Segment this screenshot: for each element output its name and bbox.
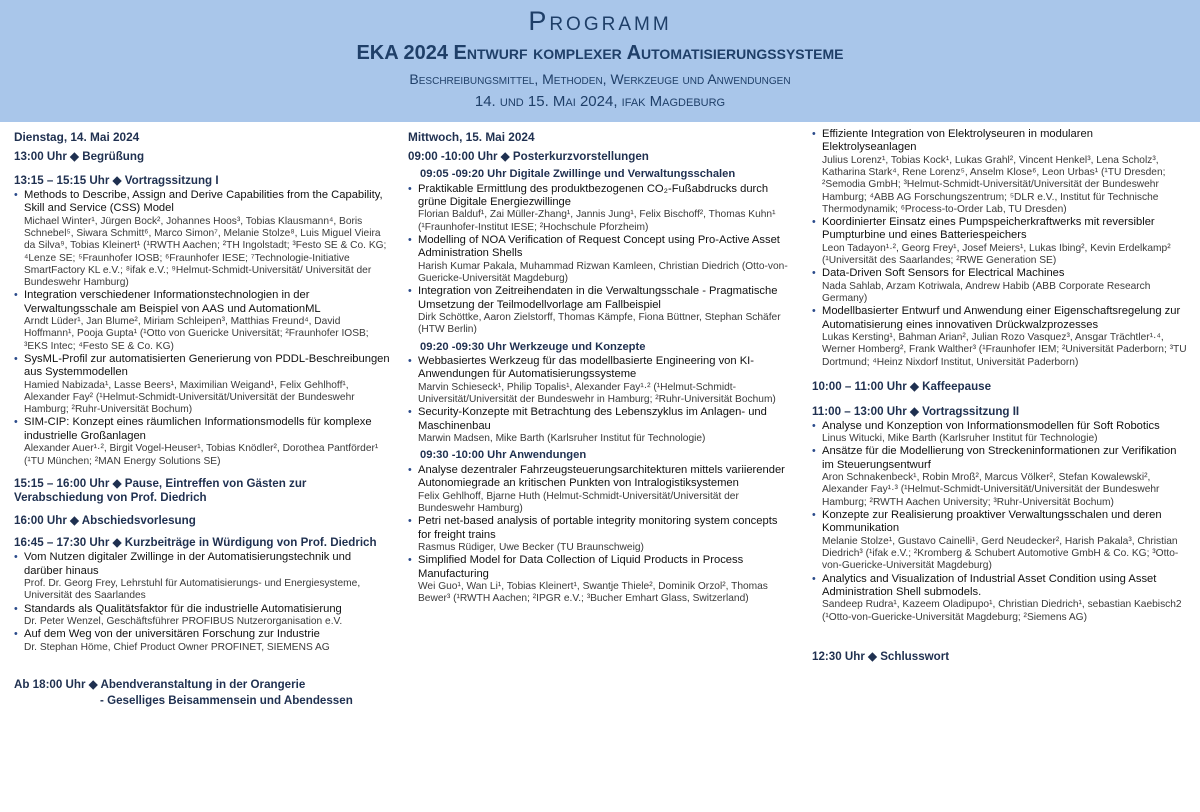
talk-authors: Florian Balduf¹, Zai Müller-Zhang¹, Jannis Jung¹, Felix Bischoff², Thomas Kuhn¹ (¹Fraunhofer-Institut IESE; ²Hochschule Pforzheim) [418,209,776,233]
list-item [14,353,392,417]
talk-title: • SIM-CIP: Konzept eines räumlichen Informationsmodells für komplexe industrielle Großanlagen [24,416,372,442]
list-item [14,628,392,654]
talk-title: • Ansätze für die Modellierung von Streckeninformationen zur Verifikation im Steuerungsentwurf [822,445,1177,471]
talk-authors: Melanie Stolze¹, Gustavo Cainelli¹, Gerd Neudecker², Harish Pakala³, Christian Diedrich³ (¹ifak e.V.; ²Kromberg & Schubert Automotive GmbH & Co. KG; ³Otto-von-Guericke-Universität Magdeburg) [822,535,1179,572]
column-day-2-continued [812,128,1190,665]
list-item [14,289,392,353]
talk-authors: Wei Guo¹, Wan Li¹, Tobias Kleinert¹, Swantje Thiele², Dominik Orzol², Thomas Bewer³ (¹RWTH Aachen; ²IPGR e.V.; ³Bucher Emhart Glass, Switzerland) [418,581,768,605]
talk-authors: Dirk Schöttke, Aaron Zielstorff, Thomas Kämpfe, Fiona Büttner, Stephan Schäfer (HTW Berlin) [418,312,781,336]
list-item [14,551,392,602]
talk-title: • Konzepte zur Realisierung proaktiver Verwaltungsschalen und deren Kommunikation [822,508,1162,535]
day-heading: Mittwoch, 15. Mai 2024 [408,130,535,144]
talk-authors: Rasmus Rüdiger, Uwe Becker (TU Braunschweig) [418,542,644,554]
list-item [812,509,1190,573]
talk-title: • Auf dem Weg von der universitären Forschung zur Industrie [24,628,320,641]
talk-title: • Modellbasierter Entwurf und Anwendung einer Eigenschaftsregelung zur Automatisierung eines innovativen Drückwalzprozesses [822,305,1181,331]
talk-authors: Sandeep Rudra¹, Kazeem Oladipupo¹, Christian Diedrich¹, sebastian Kaebisch2 (¹Otto-von-Guericke-Universität Magdeburg; ²Siemens AG) [822,599,1182,623]
session-heading: 16:00 Uhr ◆ Abschiedsvorlesung [14,513,196,527]
session-heading: 13:15 – 15:15 Uhr ◆ Vortragssitzung I [14,174,219,188]
list-item [408,464,788,515]
talk-authors: Prof. Dr. Georg Frey, Lehrstuhl für Automatisierungs- und Energiesysteme, Universität des Saarlandes [24,578,361,602]
talk-title: • Petri net-based analysis of portable integrity monitoring system concepts for freight trains [418,515,778,541]
header-banner [0,0,1200,122]
list-item [408,285,788,336]
talk-title: • Modelling of NOA Verification of Request Concept using Pro-Active Asset Administration Shells [418,233,780,260]
list-item [14,603,392,629]
column-day-1 [14,128,392,709]
talk-authors: Aron Schnakenbeck¹, Robin Mroß², Marcus Völker², Stefan Kowalewski², Alexander Fay¹·³ (¹Helmut-Schmidt-Universität/Universität der Bundeswehr Hamburg; ²RWTH Aachen University; ³Ruhr-Universität Bochum) [822,472,1160,508]
session-heading: 09:00 -10:00 Uhr ◆ Posterkurzvorstellungen [408,150,649,164]
talk-authors: Dr. Stephan Höme, Chief Product Owner PROFINET, SIEMENS AG [24,641,330,653]
talk-title: • Analyse und Konzeption von Informationsmodellen für Soft Robotics [822,419,1160,432]
talk-title: • Analyse dezentraler Fahrzeugsteuerungsarchitekturen mittels variierender Autonomiegrade an kritischen Punkten von Intralogistiksystemen [418,463,785,490]
talk-title: • Methods to Describe, Assign and Derive Capabilities from the Capability, Skill and Service (CSS) Model [24,188,383,215]
list-item [408,515,788,554]
talk-authors: Julius Lorenz¹, Tobias Kock¹, Lukas Grahl², Vincent Henkel³, Lena Scholz³, Katharina Stark⁴, Rene Lorenz⁵, Anselm Klose⁶, Leon Urbas¹ (¹TU Dresden; ²Semodia GmbH; ³Helmut-Schmidt-Universität/Universität der Bundeswehr Hamburg; ⁴ABB AG Forschungszentrum; ⁵DLR e.V., Institut für Technische Thermodynamik; ⁶Process-to-Order Lab, TU Dresden) [822,154,1166,215]
talk-authors: Michael Winter¹, Jürgen Bock², Johannes Hoos³, Tobias Klausmann⁴, Boris Schnebel⁵, Siwara Schmitt⁶, Marco Simon⁷, Melanie Stolze⁸, Luis Miguel Vieira da Silva⁹, Tobias Kleinert¹ (¹RWTH Aachen; ²TH Ingolstadt; ³Festo SE & Co. KG; ⁴Lenze SE; ⁵Fraunhofer IOSB; ⁶Fraunhofer IESE; ⁷Technologie-Initiative SmartFactory KL e.V.; ⁸ifak e.V.; ⁹Helmut-Schmidt-Universität/ Universität der Bundeswehr Hamburg) [24,215,387,289]
list-item [408,554,788,605]
list-item [408,406,788,445]
page-title: Programm [528,6,672,36]
conference-date-location: 14. und 15. Mai 2024, ifak Magdeburg [474,93,726,110]
list-item [812,573,1190,624]
day-heading: Dienstag, 14. Mai 2024 [14,130,140,144]
talk-title: • Security-Konzepte mit Betrachtung des Lebenszyklus im Anlagen- und Maschinenbau [418,406,767,432]
talk-authors: Hamied Nabizada¹, Lasse Beers¹, Maximilian Weigand¹, Felix Gehlhoff¹, Alexander Fay² (¹Helmut-Schmidt-Universität/Universität der Bundeswehr Hamburg; ²Ruhr-Universität Bochum) [24,379,355,416]
talk-title: • Koordinierter Einsatz eines Pumpspeicherkraftwerks mit reversibler Pumpturbine und eines Batteriespeichers [822,216,1155,242]
talk-title: • SysML-Profil zur automatisierten Generierung von PDDL-Beschreibungen aus Systemmodellen [24,352,390,379]
list-item [812,445,1190,509]
session-heading: 12:30 Uhr ◆ Schlusswort [812,649,950,663]
talk-title: • Effiziente Integration von Elektrolyseuren in modularen Elektrolyseanlagen [822,128,1093,154]
list-item [812,267,1190,305]
list-item [408,234,788,285]
session-heading-continued: - Geselliges Beisammensein und Abendessen [100,693,353,707]
session-heading: 15:15 – 16:00 Uhr ◆ Pause, Eintreffen von Gästen zur Verabschiedung von Prof. Diedrich [14,476,307,504]
talk-authors: Leon Tadayon¹·², Georg Frey¹, Josef Meiers¹, Lukas Ibing², Kevin Erdelkamp² (¹Universität des Saarlandes; ²RWE Generation SE) [822,242,1171,267]
talk-authors: Nada Sahlab, Arzam Kotriwala, Andrew Habib (ABB Corporate Research Germany) [822,280,1151,305]
column-day-2 [408,128,788,606]
list-item [812,305,1190,369]
talk-title: • Standards als Qualitätsfaktor für die industrielle Automatisierung [24,602,342,615]
sub-session-heading: 09:05 -09:20 Uhr Digitale Zwillinge und Verwaltungsschalen [420,168,736,181]
talk-title: • Praktikable Ermittlung des produktbezogenen CO₂-Fußabdrucks durch grüne Digitale Energiezwillinge [418,182,769,208]
list-item [14,416,392,467]
list-item [812,128,1190,216]
session-heading: Ab 18:00 Uhr ◆ Abendveranstaltung in der Orangerie [14,678,306,692]
talk-authors: Dr. Peter Wenzel, Geschäftsführer PROFIBUS Nutzerorganisation e.V. [24,616,343,628]
session-heading: 13:00 Uhr ◆ Begrüßung [14,150,145,164]
talk-title: • Data-Driven Soft Sensors for Electrical Machines [822,267,1065,280]
session-heading: 16:45 – 17:30 Uhr ◆ Kurzbeiträge in Würdigung von Prof. Diedrich [14,536,377,550]
talk-authors: Lukas Kersting¹, Bahman Arian², Julian Rozo Vasquez³, Ansgar Trächtler¹·⁴, Werner Homberg², Frank Walther³ (¹Fraunhofer IEM; ²Universität Paderborn; ³TU Dortmund; ⁴Heinz Nixdorf Institut, Universität Paderborn) [822,332,1187,368]
conference-subtitle: Beschreibungsmittel, Methoden, Werkzeuge und Anwendungen [409,71,791,87]
conference-title: EKA 2024 Entwurf komplexer Automatisierungssysteme [356,42,844,64]
talk-title: • Analytics and Visualization of Industrial Asset Condition using Asset Administration Shell submodels. [822,572,1157,598]
session-heading: 11:00 – 13:00 Uhr ◆ Vortragssitzung II [812,404,1020,418]
list-item [408,355,788,406]
talk-title: • Vom Nutzen digitaler Zwillinge in der Automatisierungstechnik und darüber hinaus [24,551,352,577]
talk-title: • Integration von Zeitreihendaten in die Verwaltungsschale - Pragmatische Umsetzung der Teilmodellvorlage am Fallbeispiel [418,285,778,311]
talk-authors: Arndt Lüder¹, Jan Blume², Miriam Schleipen³, Matthias Freund⁴, David Hoffmann¹, Pooja Gupta¹ (¹Otto von Guericke Universität; ²Fraunhofer IOSB; ³EKS Intec; ⁴Festo SE & Co. KG) [24,316,369,352]
talk-authors: Marwin Madsen, Mike Barth (Karlsruher Institut für Technologie) [418,433,706,445]
sub-session-heading: 09:30 -10:00 Uhr Anwendungen [420,449,587,462]
list-item [408,183,788,234]
sub-session-heading: 09:20 -09:30 Uhr Werkzeuge und Konzepte [420,340,646,353]
talk-title: • Integration verschiedener Informationstechnologien in der Verwaltungsschale am Beispiel von AAS und AutomationML [24,289,321,315]
list-item [14,189,392,289]
talk-authors: Alexander Auer¹·², Birgit Vogel-Heuser¹, Tobias Knödler², Dorothea Pantförder¹ (¹TU München; ²MAN Energy Solutions SE) [24,443,379,467]
talk-authors: Marvin Schieseck¹, Philip Topalis¹, Alexander Fay¹·² (¹Helmut-Schmidt-Universität/Universität der Bundeswehr in Hamburg; ²Ruhr-Universität Bochum) [418,381,776,406]
talk-title: • Simplified Model for Data Collection of Liquid Products in Process Manufacturing [418,554,744,580]
talk-authors: Felix Gehlhoff, Bjarne Huth (Helmut-Schmidt-Universität/Universität der Bundeswehr Hamburg) [418,490,739,514]
talk-title: • Webbasiertes Werkzeug für das modellbasierte Engineering von KI-Anwendungen für Automatisierungssysteme [418,354,755,381]
list-item [812,216,1190,267]
talk-authors: Linus Witucki, Mike Barth (Karlsruher Institut für Technologie) [822,433,1098,445]
list-item [812,420,1190,446]
session-heading: 10:00 – 11:00 Uhr ◆ Kaffeepause [812,379,992,393]
talk-authors: Harish Kumar Pakala, Muhammad Rizwan Kamleen, Christian Diedrich (Otto-von-Guericke-Universität Magdeburg) [418,260,788,284]
